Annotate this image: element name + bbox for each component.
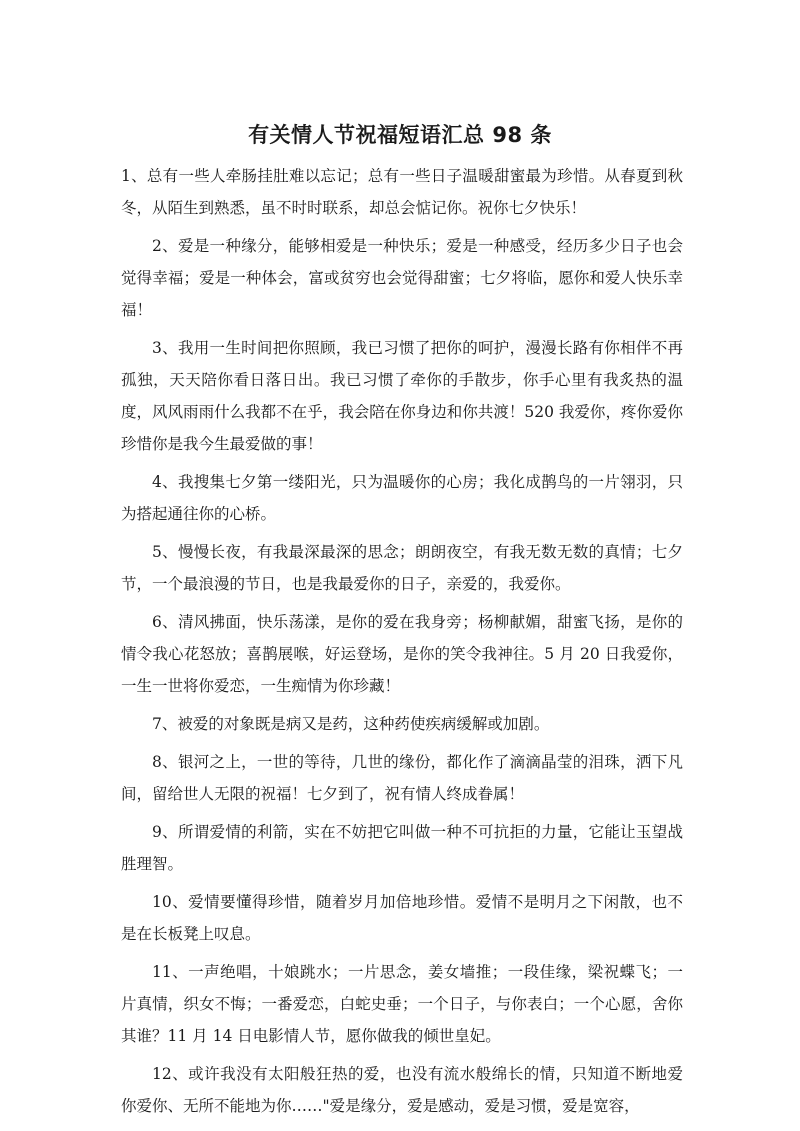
paragraph-5: 5、慢慢长夜，有我最深最深的思念；朗朗夜空，有我无数无数的真情；七夕节，一个最浪漫的节日，也是我最爱你的日子，亲爱的，我爱你。 [121,543,683,593]
paragraph-3: 3、我用一生时间把你照顾，我已习惯了把你的呵护，漫漫长路有你相伴不再孤独，天天陪你看日落日出。我已习惯了牵你的手散步，你手心里有我炙热的温度，风风雨雨什么我都不在乎，我会陪在你身边和你共渡！520 我爱你，疼你爱你珍惜你是我今生最爱做的事！ [121,339,683,453]
paragraph-10: 10、爱情要懂得珍惜，随着岁月加倍地珍惜。爱情不是明月之下闲散，也不是在长板凳上叹息。 [121,893,683,943]
paragraph-2: 2、爱是一种缘分，能够相爱是一种快乐；爱是一种感受，经历多少日子也会觉得幸福；爱是一种体会，富或贫穷也会觉得甜蜜；七夕将临，愿你和爱人快乐幸福！ [121,237,683,319]
document-title: 有关情人节祝福短语汇总 98 条 [248,123,552,147]
paragraph-8: 8、银河之上，一世的等待，几世的缘份，都化作了滴滴晶莹的泪珠，洒下凡间，留给世人无限的祝福！七夕到了，祝有情人终成眷属！ [121,753,683,803]
document-body [121,160,683,1128]
paragraph-6: 6、清风拂面，快乐荡漾，是你的爱在我身旁；杨柳献媚，甜蜜飞扬，是你的情令我心花怒放；喜鹊展喉，好运登场，是你的笑令我神往。5 月 20 日我爱你，一生一世将你爱恋，一生痴情为你珍藏！ [121,613,683,695]
paragraph-11: 11、一声绝唱，十娘跳水；一片思念，姜女墙推；一段佳缘，梁祝蝶飞；一片真情，织女不悔；一番爱恋，白蛇史垂；一个日子，与你表白；一个心愿，舍你其谁？11 月 14 日电影情人节，愿你做我的倾世皇妃。 [121,963,683,1045]
paragraph-12: 12、或许我没有太阳般狂热的爱，也没有流水般绵长的情，只知道不断地爱你爱你、无所不能地为你……"爱是缘分，爱是感动，爱是习惯，爱是宽容， [121,1065,683,1115]
paragraph-7: 7、被爱的对象既是病又是药，这种药使疾病缓解或加剧。 [152,715,550,733]
paragraph-1: 1、总有一些人牵肠挂肚难以忘记；总有一些日子温暖甜蜜最为珍惜。从春夏到秋冬，从陌生到熟悉，虽不时时联系，却总会惦记你。祝你七夕快乐！ [121,167,683,217]
paragraph-4: 4、我搜集七夕第一缕阳光，只为温暖你的心房；我化成鹊鸟的一片翎羽，只为搭起通往你的心桥。 [121,473,683,523]
paragraph-9: 9、所谓爱情的利箭，实在不妨把它叫做一种不可抗拒的力量，它能让玉望战胜理智。 [121,823,683,873]
